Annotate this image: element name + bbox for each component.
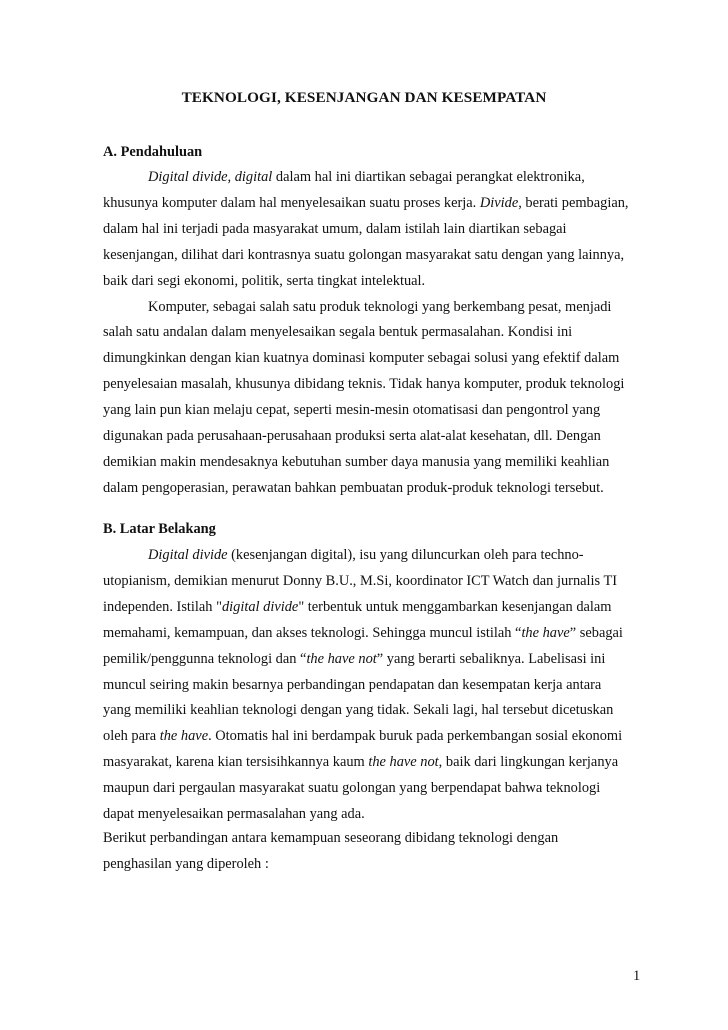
paragraph-line: kesenjangan, dilihat dari kontrasnya suatu golongan masyarakat satu dengan yang lainnya,: [103, 247, 625, 263]
paragraph-line: digunakan pada perusahaan-perusahaan produksi serta alat-alat kesehatan, dll. Dengan: [103, 428, 601, 444]
paragraph-line: demikian makin mendesaknya kebutuhan sumber daya manusia yang memiliki keahlian: [103, 454, 610, 470]
document-title: TEKNOLOGI, KESENJANGAN DAN KESEMPATAN: [181, 89, 547, 106]
text-span: memahami, kemampuan, dan akses teknologi. Sehingga muncul istilah “: [103, 625, 522, 641]
text-span: dalam hal ini diartikan sebagai perangkat elektronika,: [272, 169, 585, 185]
text-span: masyarakat, karena kian tersisihkannya kaum: [103, 754, 369, 770]
paragraph-line: dalam hal ini terjadi pada masyarakat umum, dalam istilah lain diartikan sebagai: [103, 221, 567, 237]
italic-term: Digital divide, digital: [148, 169, 273, 185]
paragraph-line: muncul seiring makin besarnya perbandingan pendapatan dan kesempatan kerja antara: [103, 677, 602, 693]
paragraph-line: dalam pengoperasian, perawatan bahkan pembuatan produk-produk teknologi tersebut.: [103, 480, 604, 496]
text-span: ” yang berarti sebaliknya. Labelisasi ini: [376, 651, 606, 667]
text-span: pemilik/penggunna teknologi dan “: [103, 651, 307, 667]
paragraph-line: Komputer, sebagai salah satu produk teknologi yang berkembang pesat, menjadi: [148, 299, 612, 315]
text-span: , baik dari lingkungan kerjanya: [438, 754, 619, 770]
text-span: " terbentuk untuk menggambarkan kesenjangan dalam: [298, 599, 612, 615]
paragraph-line: [103, 599, 612, 616]
italic-term: the have not: [306, 651, 377, 667]
text-span: . Otomatis hal ini berdampak buruk pada perkembangan sosial ekonomi: [208, 728, 623, 744]
italic-term: the have: [159, 728, 209, 744]
section-heading-pendahuluan: A. Pendahuluan: [103, 144, 203, 160]
text-span: ” sebagai: [569, 625, 623, 641]
paragraph-line: Berikut perbandingan antara kemampuan seseorang dibidang teknologi dengan: [103, 830, 559, 846]
paragraph-line: [103, 195, 629, 212]
paragraph-line: penyelesaian masalah, khusunya dibidang teknis. Tidak hanya komputer, produk teknologi: [103, 376, 625, 392]
paragraph-line: [103, 728, 622, 745]
italic-term: Digital divide: [148, 547, 228, 563]
paragraph-line: salah satu andalan dalam menyelesaikan segala bentuk permasalahan. Kondisi ini: [103, 324, 573, 340]
text-span: khusunya komputer dalam hal menyelesaikan suatu proses kerja.: [103, 195, 480, 211]
paragraph-line: utopianism, demikian menurut Donny B.U., M.Si, koordinator ICT Watch dan jurnalis TI: [103, 573, 618, 589]
text-span: , berati pembagian,: [518, 195, 629, 211]
italic-term: the have: [521, 625, 570, 641]
page-number: 1: [633, 968, 641, 984]
text-span: oleh para: [103, 728, 160, 744]
paragraph-line: [148, 547, 584, 564]
paragraph-line: yang lain pun kian melaju cepat, seperti mesin-mesin otomatisasi dan pengontrol yang: [103, 402, 601, 418]
italic-term: the have not: [368, 754, 439, 770]
paragraph-line: [103, 651, 605, 668]
paragraph-line: [148, 169, 585, 186]
paragraph-line: dapat menyelesaikan permasalahan yang ada.: [103, 806, 365, 822]
italic-term: Divide: [479, 195, 519, 211]
text-span: (kesenjangan digital), isu yang diluncurkan oleh para techno-: [227, 547, 584, 563]
paragraph-line: [103, 625, 623, 642]
text-span: independen. Istilah ": [103, 599, 222, 615]
paragraph-line: maupun dari pergaulan masyarakat suatu golongan yang berpendapat bahwa teknologi: [103, 780, 601, 796]
paragraph-line: penghasilan yang diperoleh :: [103, 856, 269, 872]
paragraph-line: dimungkinkan dengan kian kuatnya dominasi komputer sebagai solusi yang efektif dalam: [103, 350, 620, 366]
section-heading-latar-belakang: B. Latar Belakang: [103, 521, 216, 537]
paragraph-line: baik dari segi ekonomi, politik, serta tingkat intelektual.: [103, 273, 426, 289]
italic-term: digital divide: [221, 599, 299, 615]
paragraph-line: yang memiliki keahlian teknologi dengan yang tidak. Sekali lagi, hal tersebut dicetuskan: [103, 702, 614, 718]
paragraph-line: [103, 754, 618, 771]
